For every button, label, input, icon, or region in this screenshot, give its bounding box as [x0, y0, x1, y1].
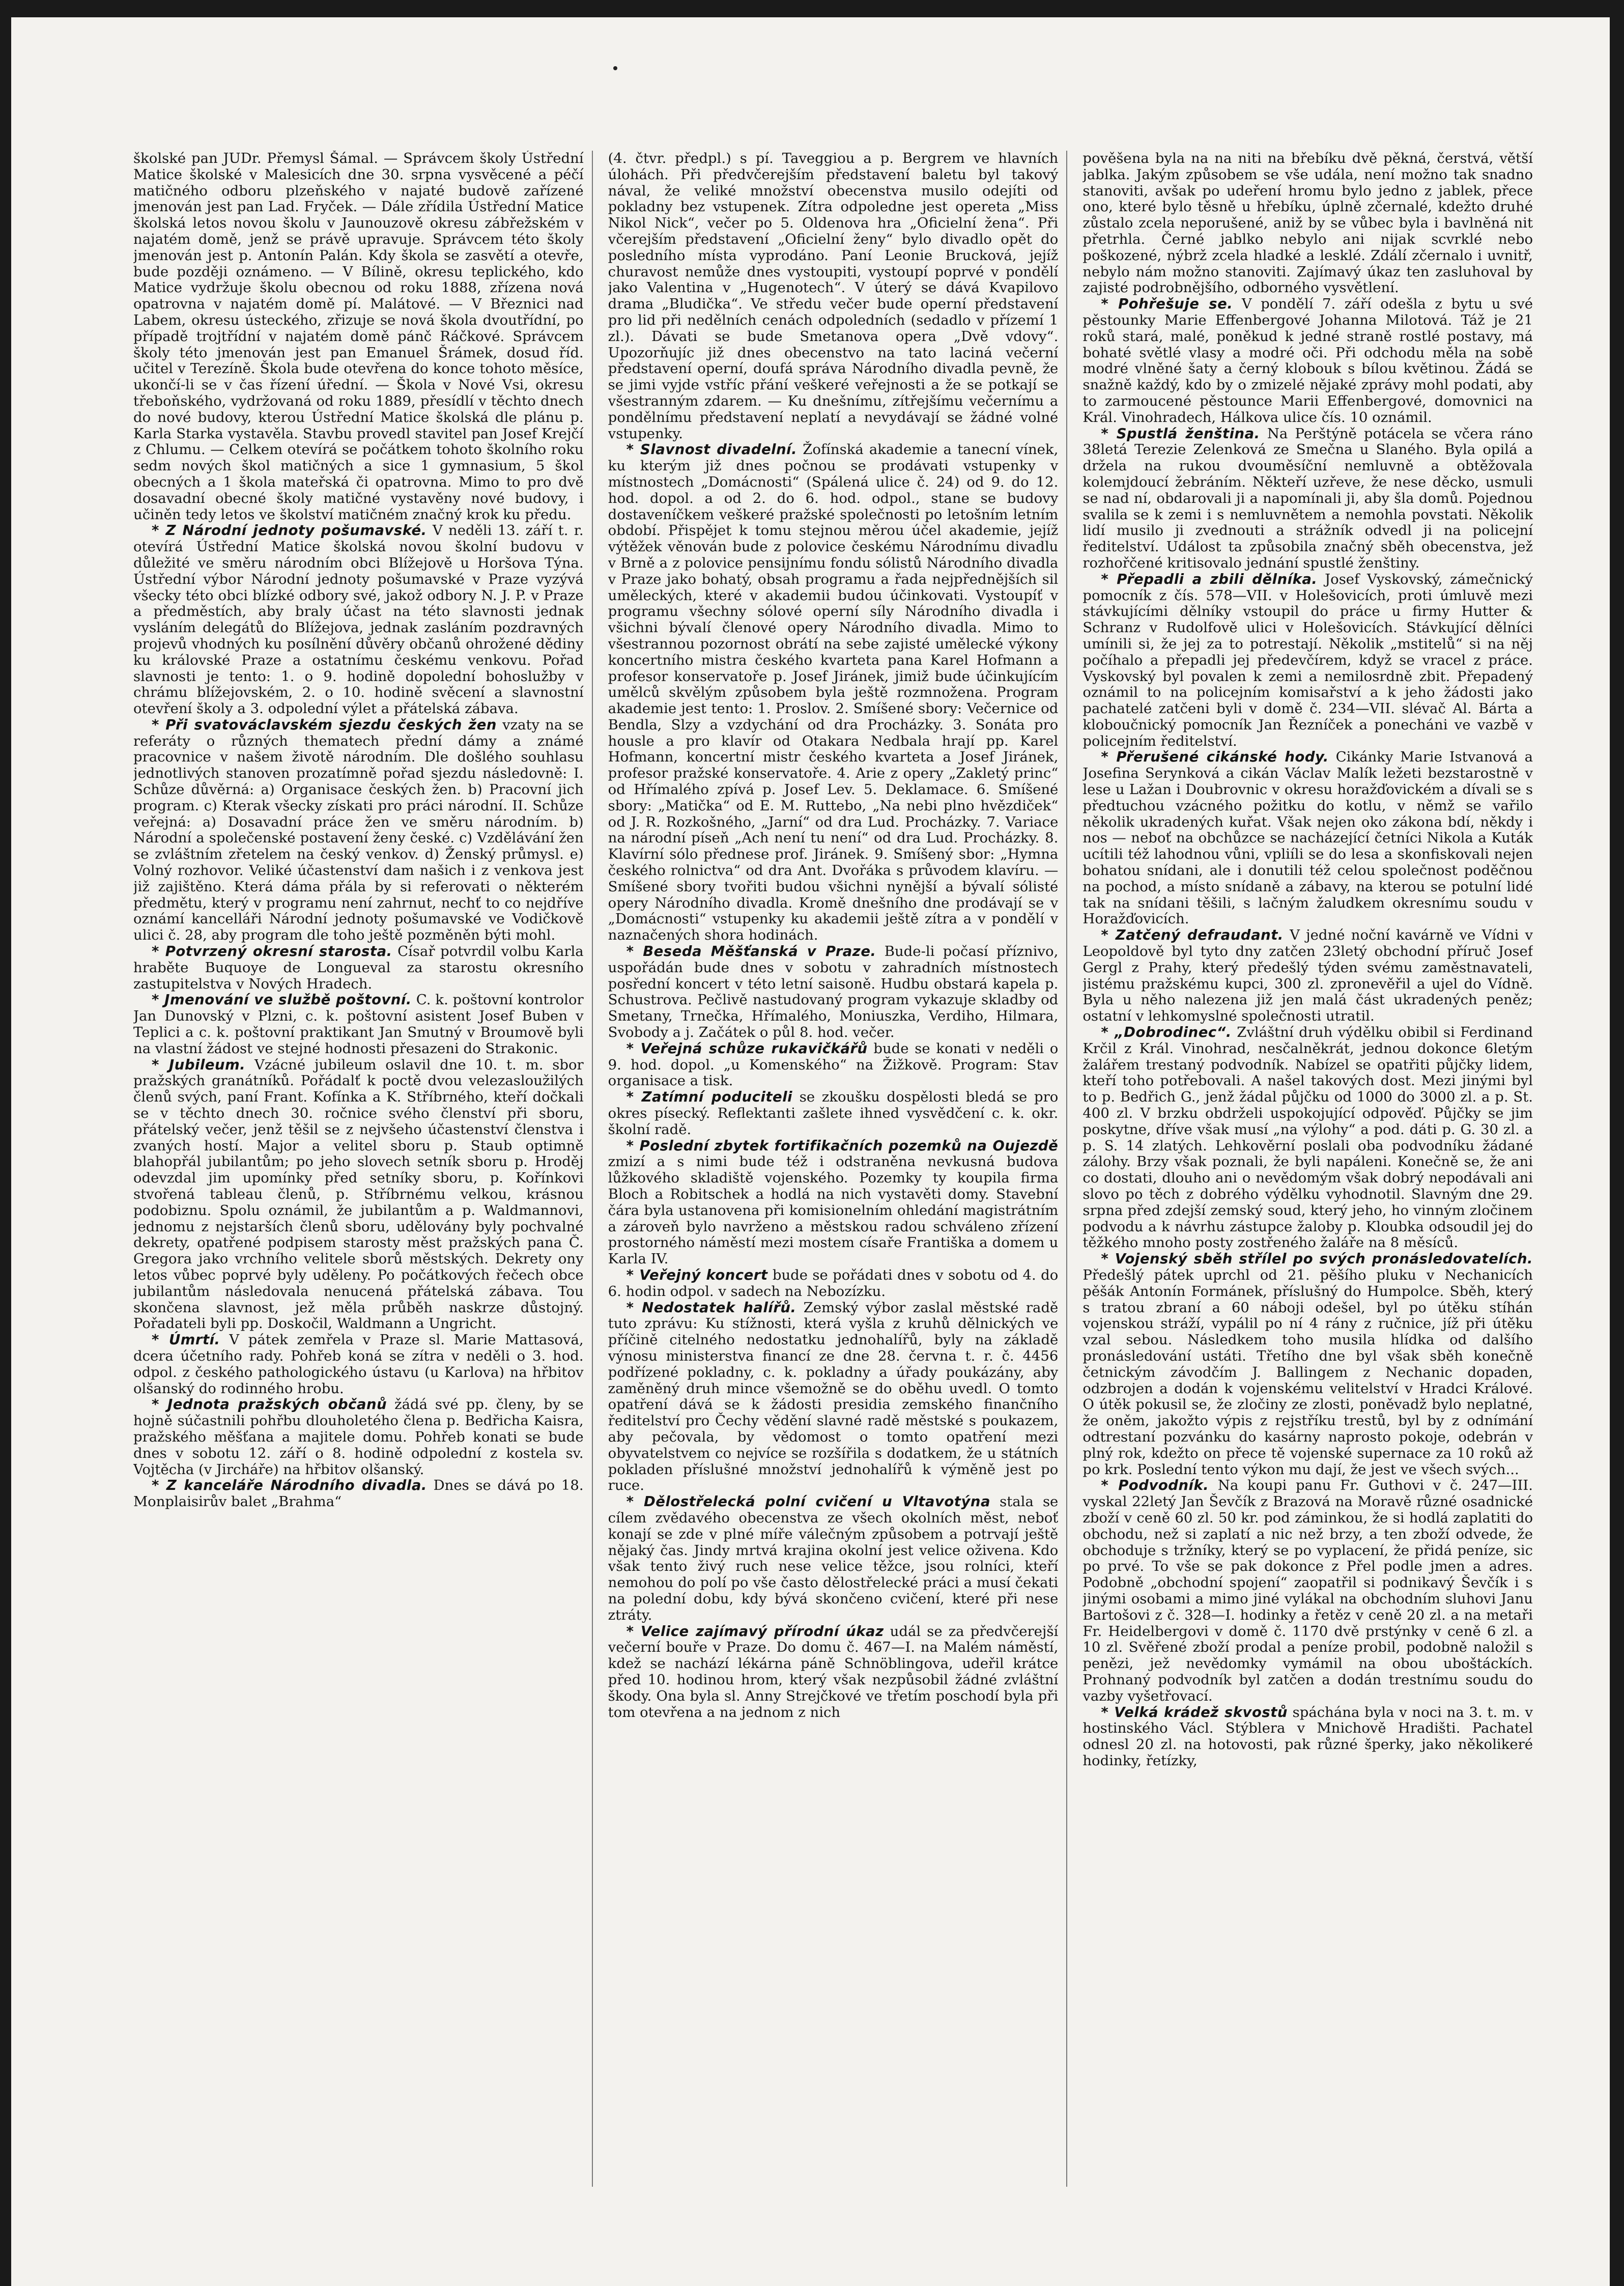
scan-border-right	[1610, 0, 1624, 2286]
news-headline: * Nedostatek halířů.	[626, 1300, 796, 1316]
news-headline: * Spustlá ženština.	[1101, 426, 1260, 442]
news-headline: * Jednota pražských občanů	[152, 1396, 387, 1413]
news-body: (4. čtvr. předpl.) s pí. Taveggiou a p. Bergrem ve hlavních úlohách. Při předvčerejším představení baletu byl takový nával, že veliké množství obecenstva musilo odejíti od pokladny bez vstupenek. Zítra odpoledne jest opereta „Miss Nikol Nick“, večer po 5. Oldenova hra „Oficielní žena“. Při včerejším představení „Oficielní ženy“ bylo divadlo opět do posledního místa vyprodáno. Paní Leonie Brucková, jejíž churavost nemůže dnes vystoupiti, vystoupí poprvé v pondělí jako Valentina v „Hugenotech“. V úterý se dává Kvapilovo drama „Bludička“. Ve středu večer bude operní představení pro lid při nedělních cenách odpoledních (sedadlo v přízemí 1 zl.). Dávati se bude Smetanova opera „Dvě vdovy“. Upozorňujíc již dnes obecenstvo na tato laciná večerní představení operní, doufá správa Národního divadla pevně, že se jimi vyjde vstříc přání veškeré veřejnosti a že se potkají se všestranným zdarem. — Ku dnešnímu, zítřejšímu večernímu a pondělnímu představení neplatí a nevydávají se žádné volné vstupenky.	[608, 151, 1059, 442]
news-item	[608, 442, 1059, 944]
news-body: Vzácné jubileum oslavil dne 10. t. m. sbor pražských granátníků. Pořádalť k poctě dvou velezasloužilých členů svých, paní Frant. Kofínka a K. Stříbrného, kteří dočkali se v těchto dnech 30. ročnice svého členství při sboru, přátelský večer, jenž těšil se z nejvšeho účastenství členstva i zvaných hostí. Major a velitel sboru p. Staub optimně blahopřál jubilantům; po jeho slovech setník sboru p. Hroděj odevzdal jim upomínky před setníky sboru, p. Kořínkovi stvořená tableau členů, p. Stříbrnému velkou, krásnou podobiznu. Spolu oznámil, že jubilantům a p. Waldmannovi, jednomu z nejstarších členů sboru, udělovány byly pochvalné dekrety, opatřené podpisem starosty měst pražských pana Č. Gregora jako vrchního velitele sborů městských. Dekrety ony letos vůbec poprvé byly uděleny. Po počátkových řečech obce jubilantům následovala nenucená přátelská zábava. Tou skončena slavnost, jež měla průběh naskrze důstojný. Pořadateli byli pp. Doskočil, Waldmann a Ungricht.	[133, 1056, 584, 1332]
news-headline: * Jubileum.	[152, 1057, 245, 1073]
news-body: Na koupi panu Fr. Guthovi v č. 247—III. vyskal 22letý Jan Ševčík z Brazová na Moravě různé osadnické zboží v ceně 60 zl. 50 kr. pod záminkou, že si hodlá zaplatiti do obchodu, než si zaplatí a nic než brzy, a ten zboží odvede, že obchoduje s tržníky, který se po vyplacení, že přidá peníze, sic po prvé. To vše se pak dokonce z Přel podle jmen a adres. Podobně „obchodní spojení“ zaopatřil si podnikavý Ševčík i s jinými osobami a mimo jiné vylákal na obchodním sluhovi Janu Bartošovi z č. 328—I. hodinky a řetěz v ceně 20 zl. a na metaři Fr. Heidelbergovi v domě č. 1170 dvě prstýnky v ceně 6 zl. a 10 zl. Svěřené zboží prodal a peníze probil, podobně naložil s penězi, jež nevědomky vymámil na obou uboštáckích. Prohnaný podvodník byl zatčen a dodán trestnímu soudu do vazby vyšetřovací.	[1082, 1477, 1533, 1704]
news-item	[133, 717, 584, 944]
news-headline: * Slavnost divadelní.	[626, 441, 797, 458]
column-middle	[608, 151, 1068, 2187]
news-item	[133, 1057, 584, 1333]
news-headline: * Beseda Měšťanská v Praze.	[626, 943, 876, 959]
news-item	[1082, 572, 1533, 750]
news-item	[608, 1089, 1059, 1138]
news-headline: * Při svatováclavském sjezdu českých žen	[152, 717, 497, 733]
news-item	[608, 944, 1059, 1041]
news-headline: * Dělostřelecká polní cvičení u Vltavotýna	[626, 1493, 990, 1510]
news-body: stala se cílem zvědavého obecenstva ze všech okolních měst, neboť konají se zde v plné míře válečným způsobem a potrvají ještě nějaký čas. Jindy mrtvá krajina okolní jest velice oživena. Kdo však tento živý ruch nese velice těžce, jsou rolníci, kteří nemohou do polí po vše často dělostřelecké práci a musí čekati na polední dobu, kdy bývá skončeno cvičení, které při nese ztráty.	[608, 1493, 1059, 1623]
news-headline: * Úmrtí.	[152, 1332, 220, 1348]
news-item	[608, 1494, 1059, 1623]
news-headline: * Zatímní poduciteli	[626, 1089, 792, 1105]
news-headline: * Z Národní jednoty pošumavské.	[152, 522, 427, 539]
news-headline: * Veřejný koncert	[626, 1267, 768, 1283]
news-headline: * Potvrzený okresní starosta.	[152, 943, 392, 959]
news-body: bude se pořádati dnes v sobotu od 4. do 6. hodin odpol. v sadech na Nebozízku.	[608, 1266, 1059, 1300]
news-body: Žofínská akademie a tanecní vínek, ku kterým již dnes počnou se prodávati vstupenky v místnostech „Domácnosti“ (Spálená ulice č. 24) od 9. do 12. hod. dopol. a od 2. do 6. hod. odpol., stane se budovy dostaveníčkem veškeré pražské společnosti po letošním letním období. Přispějet k tomu stejnou měrou účel akademie, jejíž výtěžek věnován bude z polovice českému Národnímu divadlu v Brně a z polovice pensijnímu fondu sólistů Národního divadla v Praze jako bohatý, obsah programu a řada nejpřednějších sil uměleckých, které v akademii budou účinkovati. Vystoupíť v programu všechny sólové operní síly Národního divadla i všichni bývalí členové opery Národního divadla. Mimo to všestrannou pozornost obrátí na sebe zajisté umělecké výkony koncertního mistra českého kvarteta pana Karel Hofmann a profesor konservatoře p. Josef Jiránek, jimiž bude účinkujícím umělců skvělým způsobem byla ještě rozmnožena. Program akademie jest tento: 1. Proslov. 2. Smíšené sbory: Večernice od Bendla, Slzy a vzdychání od dra Procházky. 3. Sonáta pro housle a pro klavír od Otakara Nedbala hrají pp. Karel Hofmann, koncertní mistr českého kvarteta a Josef Jiránek, profesor pražské konservatoře. 4. Arie z opery „Zakletý princ“ od Hřímalého zpívá p. Josef Lev. 5. Deklamace. 6. Smíšené sbory: „Matička“ od E. M. Ruttebo, „Na nebi plno hvězdiček“ od J. R. Rozkošného, „Jarní“ od dra Lud. Procházky. 7. Variace na národní píseň „Ach není tu není“ od dra Lud. Procházky. 8. Klavírní sólo přednese prof. Jiránek. 9. Smíšený sbor: „Hymna českého rolnictva“ od dra Ant. Dvořáka s průvodem klavíru. — Smíšené sbory tvořiti budou všichni nynější a bývalí sólisté opery Národního divadla. Kromě dnešního dne prodávají se v „Domácnosti“ vstupenky ku akademii ještě zítra a v pondělí v naznačených shora hodinách.	[608, 441, 1059, 944]
news-item	[133, 944, 584, 992]
news-item	[608, 1267, 1059, 1300]
news-headline: * Jmenování ve službě poštovní.	[152, 992, 412, 1008]
news-headline: * Vojenský sběh střílel po svých pronásledovatelích.	[1101, 1251, 1533, 1267]
news-headline: * Podvodník.	[1101, 1477, 1209, 1493]
news-body: Bude-li počasí příznivo, uspořádán bude dnes v sobotu v zahradních místnostech posřední koncert v této letní saisoně. Hudbu obstará kapela p. Schustrova. Pečlivě nastudovaný program vykazuje skladby od Smetany, Trnečka, Hřímalého, Moniuszka, Verdiho, Hilmara, Svobody a j. Začátek o půl 8. hod. večer.	[608, 943, 1059, 1041]
news-headline: * „Dobrodinec“.	[1101, 1024, 1232, 1040]
news-headline: * Velká krádež skvostů	[1101, 1704, 1288, 1720]
news-item	[608, 1300, 1059, 1494]
news-item	[1082, 927, 1533, 1025]
news-body: V pondělí 7. září odešla z bytu u své pěstounky Marie Effenbergové Johanna Milotová. Táž je 21 roků stará, malé, poněkud k jedné straně rostlé postavy, má bohaté světlé vlasy a modré oči. Při odchodu měla na sobě modré vlněné šaty a černý klobouk s bílou květinou. Žádá se snažně každý, kdo by o zmizelé nějaké zprávy mohl podati, aby to zarmoucené pěstounce Marii Effenbergové, domovnici na Král. Vinohradech, Hálkova ulice čís. 10 oznámil.	[1082, 296, 1533, 426]
news-item	[133, 151, 584, 523]
newspaper-page	[133, 151, 1533, 2187]
news-item	[133, 992, 584, 1057]
news-item	[1082, 749, 1533, 927]
column-left	[133, 151, 593, 2187]
news-body: Na Perštýně potácela se včera ráno 38letá Terezie Zelenková ze Smečna u Slaného. Byla opilá a držela na rukou dvouměsíční nemluvně a obtěžovala kolemjdoucí žebráním. Někteří uzřeve, že nese děcko, usmuli se nad ní, obdarovali ji a napomínali ji, aby šla domů. Pojednou svalila se k zemi i s nemluvnětem a nemohla povstati. Několik lidí musilo ji zvednouti a strážník odvedl ji na policejní ředitelství. Událost ta způsobila značný sběh obecenstva, jež rozhořčené kritisovalo jednání spustlé ženštiny.	[1082, 425, 1533, 571]
news-headline: * Veřejná schůze rukavičkářů	[626, 1040, 868, 1057]
news-item	[1082, 151, 1533, 296]
news-body: Cikánky Marie Istvanová a Josefina Serynková a cikán Václav Malík ležeti bezstarostně v lese u Lažan i Doubrovnic v okresu horažďovickém a dívali se s předtuchou vzácného požitku do kotlu, v němž se vařilo několik ukradených kuřat. Však nejen oko zákona bdí, někdy i nos — neboť na obchůzce se nacházející četníci Nikola a Kuták ucítili též lahodnou vůni, vpliíli se do lesa a skonfiskovali nejen bohatou snídani, ale i donutili též celou společnost poděčnou na pochod, a místo snídaně a zábavy, na kterou se potulní lidé tak na snídani těšili, s lačným žaludkem okresnímu soudu v Horažďovicích.	[1082, 749, 1533, 927]
news-body: školské pan JUDr. Přemysl Šámal. — Správcem školy Ústřední Matice školské v Malesicích dne 30. srpna vysvěcené a péčí matičného odboru plzeňského v najaté budově zařízené jmenován jest pan Lad. Fryček. — Dále zřídila Ústřední Matice školská letos novou školu v Jaunouzově okresu zábřežském v najatém domě, jenž se právě upravuje. Správcem této školy jmenován jest p. Antonín Palán. Kdy škola se zasvětí a otevře, bude později oznámeno. — V Bílině, okresu teplického, kdo Matice vydržuje školu obecnou od roku 1888, zřízena nová opatrovna v najatém domě pí. Malátové. — V Březnici nad Labem, okresu ústeckého, zřizuje se nová škola dvoutřídní, po případě trojtřídní v najatém domě pánč Ráčkové. Správcem školy této jmenován jest pan Emanuel Šrámek, dosud říd. učitel v Terezíně. Škola bude otevřena do konce tohoto měsíce, ukončí-li se v čas řízení úřední. — Škola v Nové Vsi, okresu třeboňského, vydržovaná od roku 1889, přesídlí v těchto dnech do nové budovy, kterou Ústřední Matice školská dle plánu p. Karla Starka vystavěla. Stavbu provedl stavitel pan Josef Krejčí z Chlumu. — Celkem otevírá se počátkem tohoto školního roku sedm nových škol matičných a sice 1 gymnasium, 5 škol obecných a 1 škola mateřská či opatrovna. Mimo to pro dvě dosavadní obecné školy matičné vystavěny nové budovy, i učiněn tedy letos ve školství matičném značný krok ku předu.	[133, 151, 584, 523]
news-body: Zvláštní druh výdělku obibil si Ferdinand Krčil z Král. Vinohrad, nesčalněkrát, jednou dokonce 6letým žalářem trestaný podvodník. Nabízel se opatřiti půjčky lidem, kteří toho potřebovali. A našel takových dost. Mezi jinými byl to p. Bedřich G., jenž žádal půjčku od 1000 do 3000 zl. a p. St. 400 zl. V brzku obdrželi uspokojující odpověď. Půjčky se jim poskytne, dříve však musí „na výlohy“ a pod. dáti p. G. 30 zl. a p. S. 14 zlatých. Lehkověrní poslali oba podvodníku žádané zálohy. Brzy však poznali, že byli napáleni. Konečně se, že ani co dostati, dlouho ani o nevědomým však dobrý nepodávali ani slovo po těch z dobrého výdělku vyhodnotil. Slavným dne 29. srpna před zdejší zemský soud, který jeho, ho vinným zločinem podvodu a k návrhu zástupce žaloby p. Kloubka odsoudil jej do těžkého mnoho posty zostřeného žaláře na 8 měsíců.	[1082, 1024, 1533, 1251]
news-item	[133, 1478, 584, 1510]
news-item	[133, 1332, 584, 1397]
news-item	[1082, 1025, 1533, 1251]
news-body: V neděli 13. září t. r. otevírá Ústřední Matice školská novou školní budovu v důležité ve směru národním obci Blížejově u Horšova Týna. Ústřední výbor Národní jednoty pošumavské v Praze vyzývá všecky této obci blízké odbory své, jakož odbory N. J. P. v Praze a předměstích, aby braly účast na této slavnosti jednak vysláním delegátů do Blížejova, jednak zasláním pozdravných projevů vhodných ku posílnění důvěry občanů ohrožené dědiny ku královské Praze a ostatnímu českému venkovu. Pořad slavnosti je tento: 1. o 9. hodině dopolední bohoslužby v chrámu blížejovském, 2. o 10. hodině svěcení a slavnostní otevření školy a 3. odpolední výlet a přátelská zábava.	[133, 522, 584, 717]
column-right	[1082, 151, 1533, 2187]
scan-speck	[613, 66, 617, 70]
news-body: udál se za předvčerejší večerní bouře v Praze. Do domu č. 467—I. na Malém náměstí, kdež se nachází lékárna páně Schnöblingova, udeřil krátce před 10. hodinou hrom, který však nezpůsobil žádné zvláštní škody. Ona byla sl. Anny Strejčkové ve třetím poschodí byla při tom otevřena a na jednom z nich	[608, 1623, 1059, 1720]
news-body: bude se konati v neděli o 9. hod. dopol. „u Komenského“ na Žižkově. Program: Stav organisace a tisk.	[608, 1040, 1059, 1089]
news-body: žádá své pp. členy, by se hojně súčastnili pohřbu dlouholetého člena p. Bedřicha Kaisra, pražského měšťana a majitele domu. Pohřeb konati se bude dnes v sobotu 12. září o 8. hodině odpolední z kostela sv. Vojtěcha (v Jircháře) na hřbitov olšanský.	[133, 1396, 584, 1478]
news-item	[133, 1397, 584, 1478]
news-body: Josef Vyskovský, zámečnický pomocník z čís. 578—VII. v Holešovicích, proti úmluvě mezi stávkujícími dělníky vstoupil do práce u firmy Hutter & Schranz v Rudolfově ulici v Holešovicích. Stávkující dělníci umínili si, že jej za to potrestají. Několik „mstitelů“ si na něj počíhalo a přepadli jej předevčírem, když se vracel z práce. Vyskovský byl povalen k zemi a nemilosrdně zbit. Přepadený oznámil to na policejním komisařství a k jeho žádosti jako pachatelé zatčeni byli v domě č. 234—VII. slévač Al. Bárta a kloboučnický pomocník Jan Řezníček a ponecháni ve vazbě v policejním ředitelství.	[1082, 571, 1533, 749]
news-item	[1082, 296, 1533, 426]
news-body: Předešlý pátek uprchl od 21. pěšího pluku v Nechanicích pěšák Antonín Formánek, příslušný do Humpolce. Sběh, který s tratou zbraní a 60 náboji odešel, byl po útěku stíhán vojenskou stráží, vypálil po ní 4 rány z ručnice, jíž při útěku vzal sebou. Následkem toho musila hlídka od dalšího pronásledování ustáti. Třetího dne byl však sběh konečně četnickým závodčím J. Ballingem z Nechanic dopaden, odzbrojen a dodán k vojenskému velitelství v Hradci Králové. O útěk pokusil se, že zločiny ze zlosti, poněvadž bylo neplatné, že oněm, jakožto výpis z rejstříku trestů, byl by z odnímání odtrestaní pozvánku do kasárny naprosto pokoje, odebrán v plný rok, kdežto on přece tě vojenské supernace za 10 roků až po krk. Poslední tento výkon mu dají, že jest ve všech svých...	[1082, 1266, 1533, 1478]
news-body: C. k. poštovní kontrolor Jan Dunovský v Plzni, c. k. poštovní asistent Josef Buben v Teplici a c. k. poštovní praktikant Jan Smutný v Broumově byli na vlastní žádost ve stejné hodnosti přesazeni do Strakonic.	[133, 992, 584, 1057]
scan-border-top	[0, 0, 1624, 17]
news-headline: * Přepadli a zbili dělníka.	[1101, 571, 1317, 587]
news-headline: * Zatčený defraudant.	[1101, 927, 1284, 943]
news-body: zmizí a s nimi bude též i odstraněna nevkusná budova lůžkového skladiště vojenského. Pozemky ty koupila firma Bloch a Robitschek a hodlá na nich vystavěti domy. Stavební čára byla ustanovena při komisionelním ohledání magistrátním a zároveň bylo navrženo a městskou radou schváleno zřízení prostorného náměstí mezi mostem císaře Františka a domem u Karla IV.	[608, 1153, 1059, 1267]
scan-border-left	[0, 0, 11, 2286]
news-headline: * Přerušené cikánské hody.	[1101, 749, 1329, 765]
news-body: V jedné noční kavárně ve Vídni v Leopoldově byl tyto dny zatčen 23letý obchodní příruč Josef Gergl z Prahy, který předešlý týden svému zaměstnavateli, jistému pražskému kupci, 300 zl. zpronevěřil a ujel do Vídně. Byla u něho nalezena již jen malá část ukradených peněz; ostatní v lehkomyslné společnosti utratil.	[1082, 927, 1533, 1025]
news-headline: * Velice zajímavý přírodní úkaz	[626, 1623, 884, 1640]
news-body: Zemský výbor zaslal městské radě tuto zprávu: Ku stížnosti, která vyšla z kruhů dělnických ve příčině citelného nedostatku jednohalířů, byly na základě výnosu ministerstva financí ze dne 28. června t. r. č. 4456 podřízené pokladny, c. k. pokladny a úřady poukázány, aby zaměněný druh mince všemožně se do oběhu uvedl. O tomto opatření dává se k žádosti presidia zemského finančního ředitelství pro Čechy vědění slavné radě městské s poukazem, aby pečovala, by vědomost o tomto opatření mezi obyvatelstvem co nejvíce se rozšířila s dodatkem, že u státních pokladen příslušné množství jednohalířů k výměně jest po ruce.	[608, 1299, 1059, 1494]
news-headline: * Poslední zbytek fortifikačních pozemků na Oujezdě	[626, 1138, 1059, 1154]
news-headline: * Pohřešuje se.	[1101, 296, 1233, 312]
news-body: spáchána byla v noci na 3. t. m. v hostinského Václ. Stýblera v Mnichově Hradišti. Pachatel odnesl 20 zl. na hotovosti, pak různé šperky, jako několikeré hodinky, řetízky,	[1082, 1704, 1533, 1769]
news-body: vzaty na se referáty o různých thematech přední dámy a známé pracovnice v našem životě národním. Dle došlého souhlasu jednotlivých stanoven prozatímně pořad sjezdu následovně: I. Schůze důvěrná: a) Organisace českých žen. b) Pracovní jich program. c) Kterak všecky získati pro práci národní. II. Schůze veřejná: a) Dosavadní práce žen ve směru národním. b) Národní a společenské postavení ženy české. c) Vzdělávání žen se zvláštním zřetelem na český venkov. d) Ženský průmysl. e) Volný rozhovor. Veliké účastenství dam našich i z venkova jest již zajištěno. Která dáma přála by si referovati o některém předmětu, který v programu není zahrnut, nechť to co nejdříve oznámí kancelláři Národní jednoty pošumavské ve Vodičkově ulici č. 28, aby program dle toho ještě pozměněn býti mohl.	[133, 716, 584, 944]
news-item	[608, 151, 1059, 442]
news-body: Císař potvrdil volbu Karla hraběte Buquoye de Longueval za starostu okresního zastupitelstva v Nových Hradech.	[133, 943, 584, 992]
news-item	[133, 523, 584, 717]
news-headline: * Z kanceláře Národního divadla.	[152, 1477, 427, 1493]
news-item	[1082, 1251, 1533, 1478]
news-item	[608, 1624, 1059, 1721]
news-item	[1082, 1705, 1533, 1769]
news-item	[1082, 1478, 1533, 1704]
news-body: Dnes se dává po 18. Monplaisirův balet „Brahma“	[133, 1477, 584, 1510]
news-item	[608, 1138, 1059, 1267]
news-item	[1082, 426, 1533, 572]
news-body: se zkoušku dospělosti bledá se pro okres písecký. Reflektanti zašlete ihned vysvědčení c. k. okr. školní radě.	[608, 1089, 1059, 1138]
news-item	[608, 1041, 1059, 1089]
news-body: pověšena byla na na niti na břebíku dvě pěkná, čerstvá, větší jablka. Jakým způsobem se vše udála, není možno tak snadno stanoviti, avšak po udeření hromu bylo jedno z jablek, přece ono, které bylo těsně u hřebíku, úplně zčernalé, kdežto druhé zůstalo zcela neporušené, aniž by se vůbec byla i bavlněná nit přetrhla. Černé jablko nebylo ani nijak scvrklé nebo poškozené, nýbrž zcela hladké a lesklé. Zdálí zčernalo i uvnitř, nebylo nám možno stanoviti. Zajímavý úkaz ten zasluhoval by zajisté podrobnějšího, odborného vysvětlení.	[1082, 151, 1533, 296]
news-body: V pátek zemřela v Praze sl. Marie Mattasová, dcera účetního rady. Pohřeb koná se zítra v neděli o 3. hod. odpol. z českého pathologického ústavu (u Karlova) na hřbitov olšanský do rodinného hrobu.	[133, 1332, 584, 1397]
